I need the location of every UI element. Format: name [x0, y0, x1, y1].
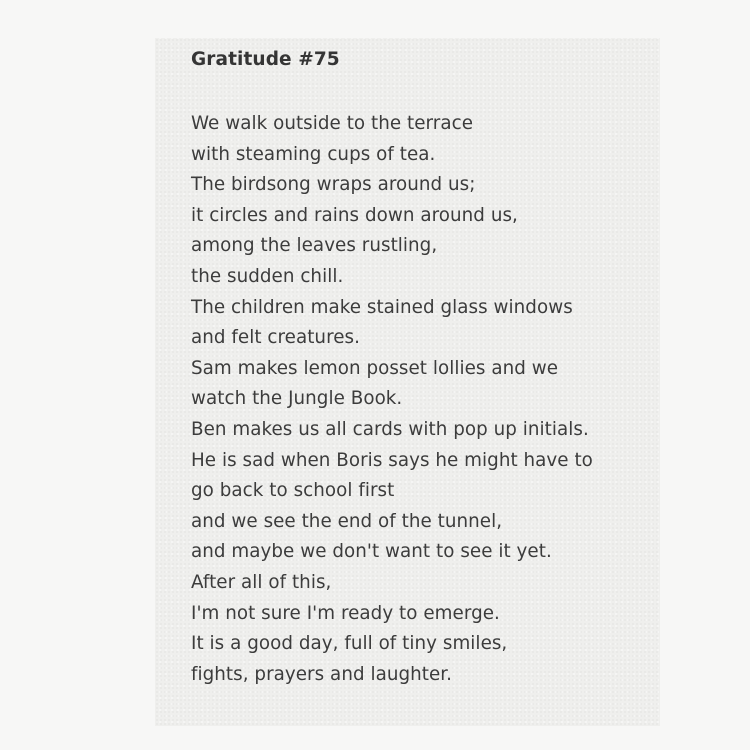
- poem-line: I'm not sure I'm ready to emerge.: [191, 602, 500, 624]
- note-title: Gratitude #75: [191, 49, 340, 70]
- poem-line: go back to school first: [191, 480, 395, 502]
- note-body: [191, 48, 711, 690]
- poem-line: Ben makes us all cards with pop up initials.: [191, 418, 589, 440]
- poem-line: fights, prayers and laughter.: [191, 663, 453, 685]
- poem-line: He is sad when Boris says he might have to: [191, 449, 593, 471]
- poem-lines: [191, 109, 711, 690]
- poem-line: It is a good day, full of tiny smiles,: [191, 633, 508, 655]
- poem-line: Sam makes lemon posset lollies and we: [191, 357, 559, 379]
- poem-line: it circles and rains down around us,: [191, 204, 518, 226]
- poem-line: The birdsong wraps around us;: [191, 174, 476, 196]
- poem-line: with steaming cups of tea.: [191, 143, 436, 165]
- poem-line: We walk outside to the terrace: [191, 113, 474, 134]
- poem-line: among the leaves rustling,: [191, 235, 438, 257]
- poem-line: and maybe we don't want to see it yet.: [191, 541, 552, 563]
- poem-line: and we see the end of the tunnel,: [191, 510, 503, 532]
- poem-line: and felt creatures.: [191, 327, 360, 349]
- poem-line: The children make stained glass windows: [191, 296, 573, 318]
- poem-line: the sudden chill.: [191, 265, 344, 287]
- poem-line: After all of this,: [191, 571, 332, 593]
- poem-line: watch the Jungle Book.: [191, 388, 403, 410]
